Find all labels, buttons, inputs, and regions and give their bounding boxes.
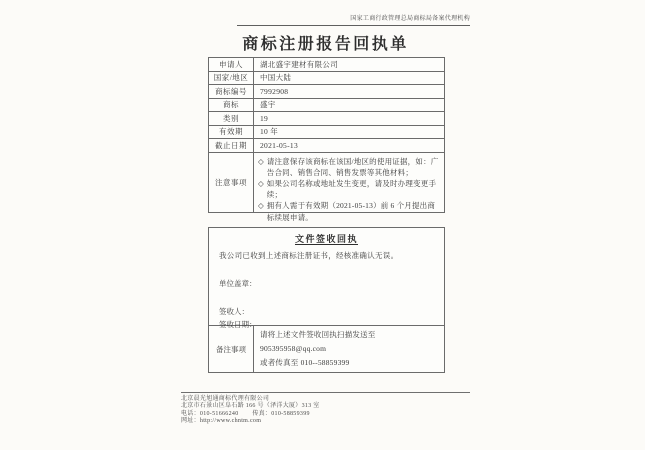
row-value: 10 年 xyxy=(260,127,279,137)
footer-fax: 传真：010-58859399 xyxy=(252,410,310,417)
note-text: 拥有人需于有效期（2021-05-13）前 6 个月提出商标续展申请。 xyxy=(266,201,436,222)
row-value: 湖北盛宇建材有限公司 xyxy=(260,59,338,69)
note-text: 请注意保存该商标在该国/地区的使用证据，如：广告合同、销售合同、销售发票等其他材料； xyxy=(266,156,439,177)
note-item xyxy=(258,200,440,222)
note-item xyxy=(258,178,440,200)
row-value: 2021-05-13 xyxy=(260,140,298,150)
stamp-label: 单位盖章： xyxy=(219,279,257,288)
remark-line-1: 请将上述文件签收回执扫描发送至 905395958@qq.com xyxy=(260,330,376,353)
row-label: 国家/地区 xyxy=(209,72,254,85)
footer xyxy=(181,392,470,426)
signer-label: 签收人： xyxy=(219,307,249,316)
receipt-statement: 我公司已收到上述商标注册证书，经核准确认无误。 xyxy=(219,251,399,260)
page-title: 商标注册报告回执单 xyxy=(242,36,409,53)
footer-website: 网址：http://www.chntm.com xyxy=(181,418,262,425)
notes-list xyxy=(254,153,444,222)
row-value: 19 xyxy=(260,113,269,123)
remark-row xyxy=(209,325,444,372)
row-value: 7992908 xyxy=(260,86,289,96)
row-label: 申请人 xyxy=(209,58,254,71)
footer-address: 北京市石景山区阜石路 166 号（泽洋大厦）313 室 xyxy=(181,403,320,410)
row-label: 截止日期 xyxy=(209,139,254,152)
row-value: 盛宇 xyxy=(260,100,276,110)
footer-company: 北京晨光旭通商标代理有限公司 xyxy=(181,396,270,402)
table-row xyxy=(209,58,444,72)
note-text: 如果公司名称或地址发生变更，请及时办理变更手续； xyxy=(266,178,437,200)
notes-label: 注意事项 xyxy=(209,153,254,212)
note-item xyxy=(258,156,440,178)
footer-phone: 电话：010-51666240 xyxy=(181,410,239,417)
sign-date-label: 签收日期： xyxy=(219,320,257,329)
diamond-bullet-icon: ◇ xyxy=(258,201,264,211)
diamond-bullet-icon: ◇ xyxy=(258,156,264,166)
row-value: 中国大陆 xyxy=(260,73,292,83)
agency-note: 国家工商行政管理总局商标局备案代理机构 xyxy=(237,15,470,26)
remark-body xyxy=(254,326,444,372)
notes-row xyxy=(209,153,444,222)
info-table xyxy=(208,57,445,222)
receipt-title: 文件签收回执 xyxy=(294,234,358,244)
table-row xyxy=(209,139,444,153)
row-label: 商标 xyxy=(209,99,254,112)
table-row xyxy=(209,99,444,113)
row-label: 有效期 xyxy=(209,126,254,139)
receipt-area xyxy=(209,228,444,329)
table-row xyxy=(209,126,444,140)
table-row xyxy=(209,72,444,86)
receipt-box xyxy=(208,227,445,373)
table-row xyxy=(209,85,444,99)
row-label: 商标编号 xyxy=(209,85,254,98)
remark-line-2: 或者传真至 010--58859399 xyxy=(260,358,350,367)
row-label: 类别 xyxy=(209,112,254,125)
remark-label: 备注事项 xyxy=(209,326,254,372)
diamond-bullet-icon: ◇ xyxy=(258,178,264,188)
table-row xyxy=(209,112,444,126)
